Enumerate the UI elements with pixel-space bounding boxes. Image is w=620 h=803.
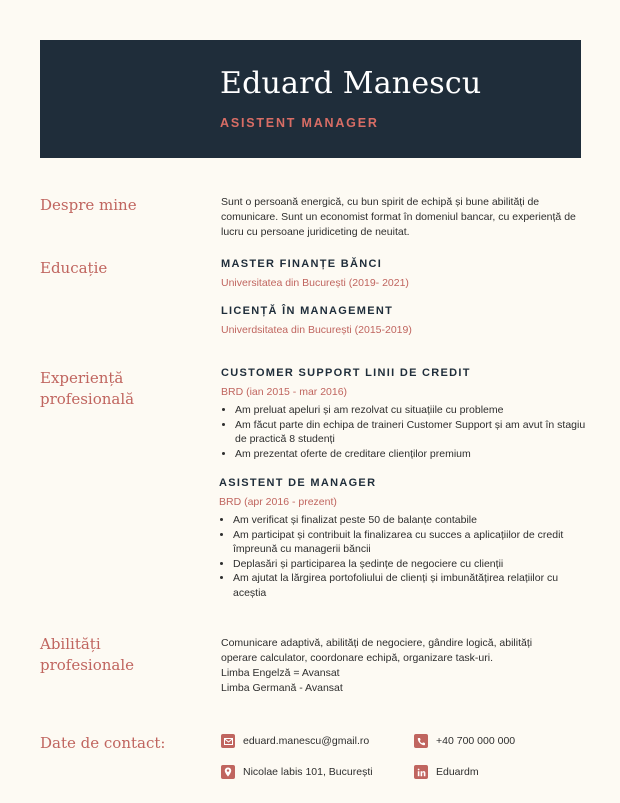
- section-title-skills-line1: Abilități: [40, 635, 101, 653]
- contact-address: [221, 765, 373, 779]
- education-degree-1: MASTER FINANȚE BĂNCI: [221, 258, 383, 270]
- list-item: • Am verificat și finalizat peste 50 de balanțe contabile: [233, 513, 585, 528]
- education-degree-2: LICENȚĂ ÎN MANAGEMENT: [221, 305, 394, 317]
- job-period-2: BRD (apr 2016 - prezent): [219, 496, 337, 508]
- list-item: • Am participat și contribuit la finalizarea cu succes a aplicațiilor de credit împreună cu managerii băncii: [233, 528, 585, 557]
- skills-text: [221, 636, 571, 696]
- education-school-1: Universitatea din București (2019- 2021): [221, 277, 409, 289]
- section-title-skills-line2: profesionale: [40, 656, 135, 674]
- contact-linkedin-text: Eduardm: [436, 766, 479, 778]
- contact-phone-text: +40 700 000 000: [436, 735, 516, 747]
- skills-line-2: Limba Engelză = Avansat: [221, 667, 340, 679]
- contact-email[interactable]: [221, 734, 369, 748]
- job-period-1: BRD (ian 2015 - mar 2016): [221, 386, 348, 398]
- list-item: • Am prezentat oferte de creditare clienților premium: [235, 447, 593, 462]
- section-title-about: Despre mine: [40, 196, 137, 214]
- list-item: • Am preluat apeluri și am rezolvat cu situațiile cu probleme: [235, 403, 593, 418]
- section-title-experience-line2: profesională: [40, 390, 135, 408]
- list-item: • Deplasări și participarea la ședințe de negociere cu clienții: [233, 557, 585, 572]
- phone-icon: [414, 734, 428, 748]
- section-title-contact: Date de contact:: [40, 734, 166, 752]
- job-title: ASISTENT MANAGER: [220, 116, 379, 130]
- location-pin-icon: [221, 765, 235, 779]
- about-text: Sunt o persoană energică, cu bun spirit de echipă și bune abilități de comunicare. Sunt un economist format în domeniul bancar, cu experiență de lucru cu persoane juridiceting de neuitat.: [221, 196, 576, 238]
- job-position-2: ASISTENT DE MANAGER: [219, 477, 377, 489]
- contact-linkedin[interactable]: [414, 765, 479, 779]
- job-position-1: CUSTOMER SUPPORT LINII DE CREDIT: [221, 367, 471, 379]
- contact-address-text: Nicolae labis 101, București: [243, 766, 373, 778]
- envelope-icon: [221, 734, 235, 748]
- person-name: Eduard Manescu: [220, 66, 482, 101]
- section-title-education: Educație: [40, 259, 108, 277]
- section-title-experience: [40, 368, 134, 410]
- job-bullets-1: [221, 403, 593, 461]
- skills-line-1: Comunicare adaptivă, abilități de negociere, gândire logică, abilități operare calculator, coordonare echipă, organizare task-uri.: [221, 637, 533, 664]
- contact-email-text: eduard.manescu@gmail.ro: [243, 735, 370, 747]
- section-title-experience-line1: Experiență: [40, 369, 124, 387]
- linkedin-icon: [414, 765, 428, 779]
- list-item: • Am făcut parte din echipa de traineri Customer Support și am avut în stagiu de practică 8 studenți: [235, 418, 593, 447]
- skills-line-3: Limba Germană - Avansat: [221, 682, 343, 694]
- education-school-2: Univerdsitatea din București (2015-2019): [221, 324, 412, 336]
- resume-header: [40, 40, 581, 158]
- list-item: • Am ajutat la lărgirea portofoliului de clienți și imbunătățirea relațiilor cu aceștia: [233, 571, 585, 600]
- job-bullets-2: [219, 513, 585, 600]
- section-title-skills: [40, 634, 134, 676]
- contact-phone[interactable]: [414, 734, 515, 748]
